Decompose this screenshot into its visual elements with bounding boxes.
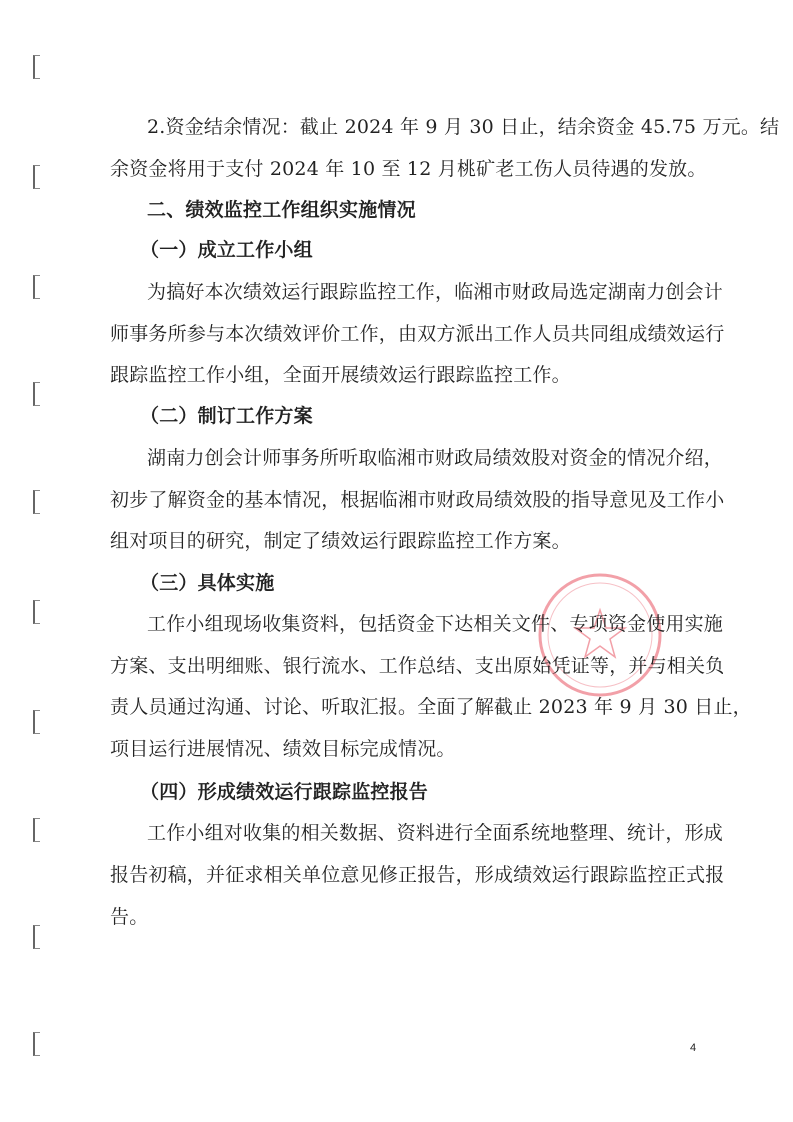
paragraph-line: 方案、支出明细账、银行流水、工作总结、支出原始凭证等，并与相关负	[110, 655, 725, 677]
paragraph-line: 跟踪监控工作小组，全面开展绩效运行跟踪监控工作。	[110, 364, 571, 386]
binding-mark	[33, 818, 40, 842]
section-heading: 二、绩效监控工作组织实施情况	[147, 199, 416, 221]
binding-mark	[33, 382, 40, 406]
paragraph-line: 为搞好本次绩效运行跟踪监控工作，临湘市财政局选定湖南力创会计	[147, 281, 724, 303]
paragraph-line: 余资金将用于支付 2024 年 10 至 12 月桃矿老工伤人员待遇的发放。	[110, 158, 707, 180]
paragraph-line: 组对项目的研究，制定了绩效运行跟踪监控工作方案。	[110, 530, 571, 552]
subsection-heading: （一）成立工作小组	[140, 239, 313, 261]
binding-mark	[33, 275, 40, 299]
binding-mark	[33, 710, 40, 734]
paragraph-line: 责人员通过沟通、讨论、听取汇报。全面了解截止 2023 年 9 月 30 日止，	[110, 696, 752, 718]
subsection-heading: （四）形成绩效运行跟踪监控报告	[140, 781, 429, 803]
binding-mark	[33, 55, 40, 79]
subsection-heading: （二）制订工作方案	[140, 405, 313, 427]
subsection-heading: （三）具体实施	[140, 572, 275, 594]
binding-mark	[33, 165, 40, 189]
paragraph-line: 工作小组对收集的相关数据、资料进行全面系统地整理、统计，形成	[147, 822, 724, 844]
paragraph-line: 初步了解资金的基本情况，根据临湘市财政局绩效股的指导意见及工作小	[110, 489, 725, 511]
paragraph-line: 2.资金结余情况：截止 2024 年 9 月 30 日止，结余资金 45.75 万元。结	[147, 116, 780, 138]
binding-mark	[33, 490, 40, 514]
paragraph-line: 告。	[110, 906, 149, 928]
paragraph-line: 湖南力创会计师事务所听取临湘市财政局绩效股对资金的情况介绍，	[147, 447, 724, 469]
page-number: 4	[690, 1042, 697, 1054]
paragraph-line: 工作小组现场收集资料，包括资金下达相关文件、专项资金使用实施	[147, 613, 724, 635]
paragraph-line: 师事务所参与本次绩效评价工作，由双方派出工作人员共同组成绩效运行	[110, 323, 725, 345]
binding-mark	[33, 600, 40, 624]
binding-mark	[33, 925, 40, 949]
binding-mark	[33, 1032, 40, 1056]
paragraph-line: 报告初稿，并征求相关单位意见修正报告，形成绩效运行跟踪监控正式报	[110, 864, 725, 886]
paragraph-line: 项目运行进展情况、绩效目标完成情况。	[110, 738, 456, 760]
